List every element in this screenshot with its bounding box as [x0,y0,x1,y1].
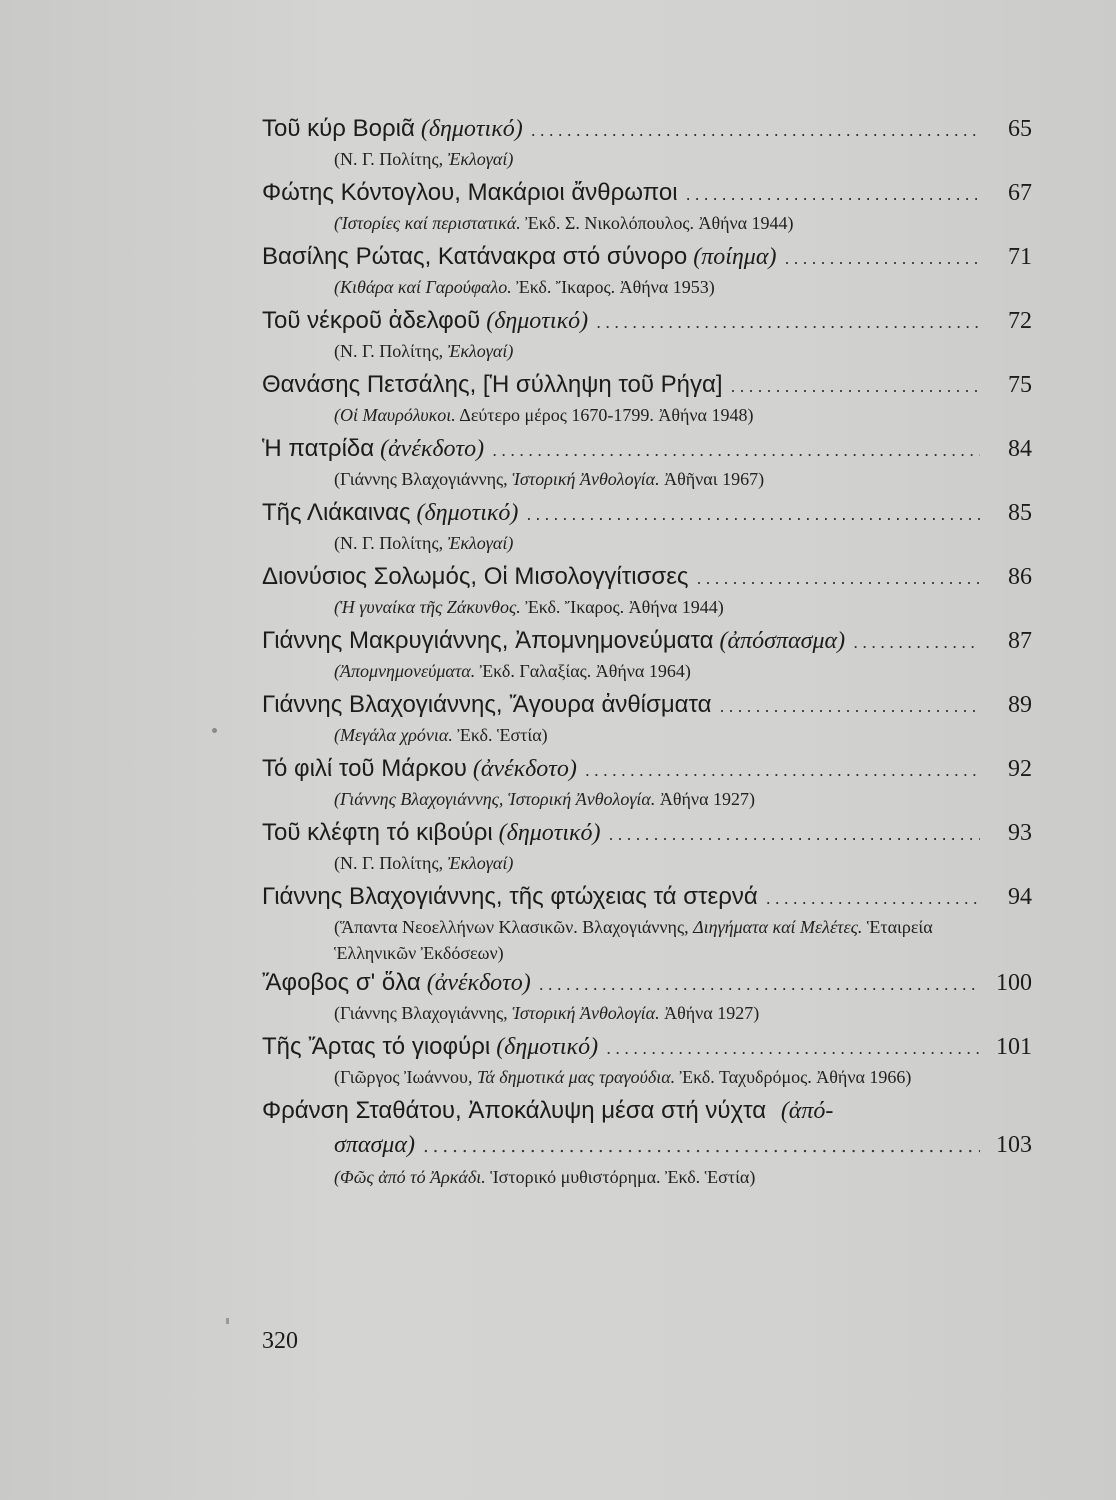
toc-entry-genre: (ἀνέκδοτο) [426,970,531,996]
toc-entry-title: Τοῦ κύρ Βοριᾶ [262,115,415,142]
toc-entry-page: 100 [996,970,1032,996]
toc-entry [262,966,1032,1030]
source-italic-text: Διηγήματα καί Μελέτες. [693,917,863,937]
toc-entry-line [262,624,1032,658]
toc-entry [262,496,1032,560]
toc-entry-genre: (ποίημα) [693,244,777,270]
toc-entry [262,112,1032,176]
toc-entry-genre: (δημοτικό) [486,308,589,334]
toc-entry-page: 94 [1008,884,1032,910]
source-text: (Γιάννης Βλαχογιάννης, [334,1003,513,1023]
toc-entry-page: 92 [1008,756,1032,782]
toc-entry [262,688,1032,752]
toc-entry-page: 75 [1008,372,1032,398]
paper-speck [212,728,217,733]
toc-entry-page: 93 [1008,820,1032,846]
toc-entry-line [262,1030,1032,1064]
dot-leader [731,369,980,403]
toc-entry-page: 67 [1008,180,1032,206]
toc-entry [262,1030,1032,1094]
toc-entry-title: Γιάννης Βλαχογιάννης, Ἄγουρα ἀνθίσματα [262,691,712,718]
toc-entry-title: Φράνση Σταθάτου, Ἀποκάλυψη μέσα στή νύχτα [262,1097,767,1124]
toc-entry-source [334,850,1032,880]
toc-entry-line [262,560,1032,594]
toc-entry-line [262,304,1032,338]
dot-leader [720,689,980,723]
toc-entry-page: 86 [1008,564,1032,590]
toc-entry-source [334,786,1032,816]
source-text: Ἑταιρεία Ἑλληνικῶν Ἐκδόσεων) [334,917,933,963]
dot-leader [766,881,980,915]
toc-entry-line [262,496,1032,530]
toc-entry-source [334,1000,1032,1030]
source-text: Ἐκδ. Ἴκαρος. Ἀθήνα 1953) [511,277,715,297]
dot-leader [423,1130,980,1164]
toc-entry-source [334,1064,1032,1094]
source-text: (Ν. Γ. Πολίτης, [334,149,448,169]
toc-entry-page: 72 [1008,308,1032,334]
toc-entry-source [334,658,1032,688]
source-italic-text: Ἐκλογαί) [447,853,514,873]
toc-entry [262,624,1032,688]
toc-entry [262,432,1032,496]
dot-leader [539,967,980,1001]
toc-entry-title: Διονύσιος Σολωμός, Οἱ Μισολογγίτισσες [262,563,689,590]
toc-entry-title: Τῆς Ἄρτας τό γιοφύρι [262,1033,491,1060]
toc-entry-line [262,432,1032,466]
toc-entry-page: 84 [1008,436,1032,462]
toc-entry-genre: (ἀπό- [780,1098,834,1124]
source-italic-text: Ἱστορική Ἀνθολογία. [512,469,660,489]
toc-entry-title: Ἄφοβος σ' ὅλα [262,969,421,996]
source-italic-text: (Ἱστορίες καί περιστατικά. [334,213,521,233]
toc-entry-line [262,176,1032,210]
toc-entry-page: 89 [1008,692,1032,718]
toc-entry-genre: (ἀπόσπασμα) [719,628,846,654]
toc-entry [262,816,1032,880]
toc-entry-source [334,914,954,966]
source-text: Ἐκδ. Σ. Νικολόπουλος. Ἀθήνα 1944) [520,213,794,233]
toc-entry-page: 85 [1008,500,1032,526]
toc-entry-title: Τοῦ νέκροῦ ἀδελφοῦ [262,307,481,334]
toc-entry-title: Βασίλης Ρώτας, Κατάνακρα στό σύνορο [262,243,688,270]
source-text: Ἐκδ. Ἑστία) [452,725,548,745]
toc-entry-line [262,816,1032,850]
source-text: (Γιάννης Βλαχογιάννης, [334,469,513,489]
source-text: (Ν. Γ. Πολίτης, [334,533,448,553]
source-italic-text: (Ἀπομνημονεύματα. [334,661,476,681]
toc-entry-title: Τοῦ κλέφτη τό κιβούρι [262,819,493,846]
toc-entry-source [334,402,1032,432]
toc-entry [262,176,1032,240]
source-text: Ἱστορικό μυθιστόρημα. Ἐκδ. Ἑστία) [485,1167,756,1187]
source-italic-text: Ἐκλογαί) [447,341,514,361]
toc-entry-title: Φώτης Κόντογλου, Μακάριοι ἄνθρωποι [262,179,678,206]
toc-entry-genre: (δημοτικό) [498,820,601,846]
source-italic-text: (Φῶς ἀπό τό Ἀρκάδι. [334,1167,486,1187]
toc-entry [262,304,1032,368]
toc-entry-source [334,530,1032,560]
dot-leader [526,497,980,531]
toc-entry-line [262,966,1032,1000]
toc-entry-continuation [334,1128,1032,1164]
source-text: Ἐκδ. Ἴκαρος. Ἀθήνα 1944) [520,597,724,617]
toc-entry-source [334,274,1032,304]
source-text: Ἀθῆναι 1967) [659,469,765,489]
toc-entry-line [262,688,1032,722]
toc-entry-line [262,880,1032,914]
toc-entry-title-line [262,1094,1032,1128]
dot-leader [585,753,980,787]
toc-entry-page: 71 [1008,244,1032,270]
toc-entry-genre: (δημοτικό) [420,116,523,142]
toc-entry-title: Γιάννης Μακρυγιάννης, Ἀπομνημονεύματα [262,627,714,654]
toc-entry-source [334,466,1032,496]
source-text: (Ν. Γ. Πολίτης, [334,341,448,361]
page-number: 320 [262,1328,298,1354]
source-text: (Γιῶργος Ἰωάννου, [334,1067,477,1087]
toc-entry [262,240,1032,304]
toc-entry-genre: (ἀνέκδοτο) [472,756,577,782]
toc-entry [262,880,1032,966]
toc-entry-source [334,146,1032,176]
toc-entry-page: 65 [1008,116,1032,142]
source-text: Ἀθήνα 1927) [659,1003,760,1023]
dot-leader [596,305,980,339]
toc-entry-genre-cont: σπασμα) [334,1132,415,1158]
toc-entry-title: Τῆς Λιάκαινας [262,499,411,526]
paper-speck [226,1318,229,1324]
dot-leader [686,177,980,211]
toc-entry-source [334,210,1032,240]
source-text: Ἐκδ. Ταχυδρόμος. Ἀθήνα 1966) [675,1067,912,1087]
toc-entry-genre: (δημοτικό) [416,500,519,526]
toc-entry-source [334,338,1032,368]
toc-entry [262,752,1032,816]
source-italic-text: (Γιάννης Βλαχογιάννης, Ἱστορική Ἀνθολογία. [334,789,656,809]
source-text: (Ν. Γ. Πολίτης, [334,853,448,873]
toc-entry [262,560,1032,624]
source-italic-text: (Κιθάρα καί Γαρούφαλο. [334,277,512,297]
dot-leader [784,241,980,275]
toc-entry-genre: (ἀνέκδοτο) [380,436,485,462]
toc-entry-page: 87 [1008,628,1032,654]
source-text: (Ἅπαντα Νεοελλήνων Κλασικῶν. Βλαχογιάννης, [334,917,694,937]
toc-entry-genre: (δημοτικό) [496,1034,599,1060]
toc-entry-title: Γιάννης Βλαχογιάννης, τῆς φτώχειας τά στερνά [262,883,758,910]
toc-entry-title: Τό φιλί τοῦ Μάρκου [262,755,467,782]
source-italic-text: (Ἡ γυναίκα τῆς Ζάκυνθος. [334,597,521,617]
source-text: Ἐκδ. Γαλαξίας. Ἀθήνα 1964) [475,661,691,681]
dot-leader [531,113,980,147]
source-italic-text: Ἐκλογαί) [447,149,514,169]
toc-entry-title: Θανάσης Πετσάλης, [Ἡ σύλληψη τοῦ Ρήγα] [262,371,723,398]
toc-entry-source [334,722,1032,752]
dot-leader [492,433,980,467]
source-text: Ἀθήνα 1927) [655,789,755,809]
toc-entry-last [262,1094,1032,1194]
dot-leader [853,625,980,659]
toc-entry-source [334,594,1032,624]
source-italic-text: (Μεγάλα χρόνια. [334,725,453,745]
source-italic-text: (Οἱ Μαυρόλυκοι. [334,405,456,425]
source-italic-text: Ἱστορική Ἀνθολογία. [512,1003,660,1023]
dot-leader [609,817,980,851]
toc-entry-page: 103 [996,1132,1032,1158]
source-italic-text: Ἐκλογαί) [447,533,514,553]
source-text: Δεύτερο μέρος 1670-1799. Ἀθήνα 1948) [455,405,754,425]
toc-entry-source [334,1164,1032,1194]
toc-entry-line [262,368,1032,402]
toc-entry-title: Ἡ πατρίδα [262,435,375,462]
toc-entry-line [262,112,1032,146]
source-italic-text: Τά δημοτικά μας τραγούδια. [476,1067,676,1087]
table-of-contents [262,112,1032,1194]
toc-entry-page: 101 [996,1034,1032,1060]
toc-entry-line [262,752,1032,786]
toc-entry-line [262,240,1032,274]
dot-leader [696,561,980,595]
toc-entry [262,368,1032,432]
dot-leader [606,1031,980,1065]
